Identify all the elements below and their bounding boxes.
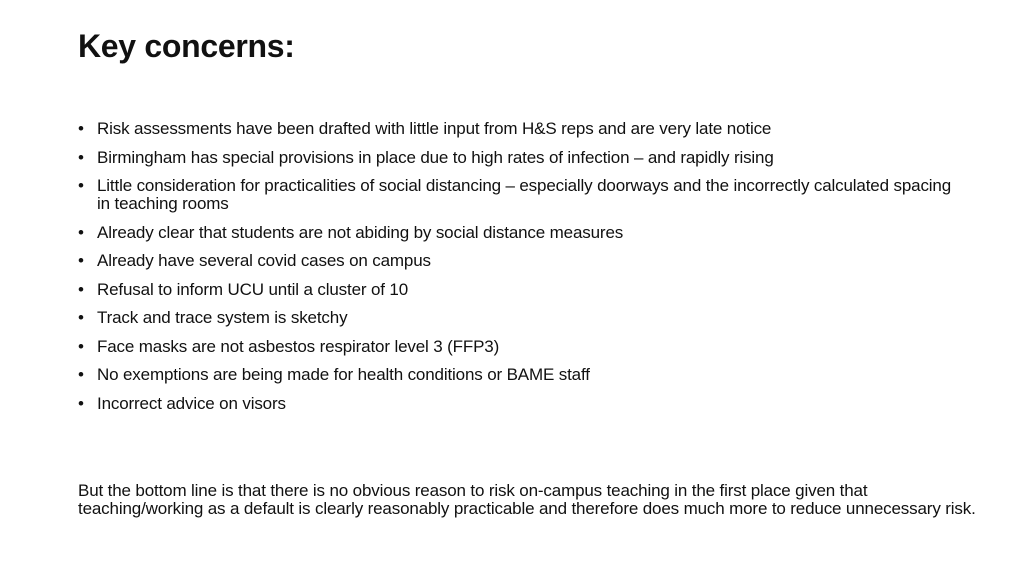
list-item [78,177,958,213]
list-item [78,252,958,270]
list-item [78,120,958,138]
list-item [78,149,958,167]
bullet-icon: • [78,176,84,195]
bullet-icon: • [78,336,84,356]
list-item [78,366,958,384]
bullet-icon: • [78,393,84,413]
list-item [78,281,958,299]
bullet-icon: • [78,119,84,138]
bullet-icon: • [78,365,84,384]
list-item-text: Birmingham has special provisions in place due to high rates of infection – and rapidly rising [97,147,774,167]
list-item-text: Track and trace system is sketchy [97,308,348,327]
list-item-text: Little consideration for practicalities of social distancing – especially doorways and the incorrectly calculated spacing in teaching rooms [97,176,952,213]
concerns-list [78,120,958,423]
bullet-icon: • [78,279,84,299]
list-item-text: Risk assessments have been drafted with little input from H&S reps and are very late notice [97,119,772,138]
conclusion-paragraph: But the bottom line is that there is no obvious reason to risk on-campus teaching in the first place given that teaching/working as a default is clearly reasonably practicable and therefore does much more to reduce unnecessary risk. [78,481,976,518]
slide-title: Key concerns: [78,28,295,64]
list-item-text: No exemptions are being made for health conditions or BAME staff [97,365,590,384]
list-item [78,309,958,327]
list-item [78,224,958,242]
list-item-text: Face masks are not asbestos respirator level 3 (FFP3) [97,336,500,356]
list-item-text: Refusal to inform UCU until a cluster of 10 [97,279,409,299]
list-item [78,395,958,413]
bullet-icon: • [78,147,84,167]
bullet-icon: • [78,251,84,270]
list-item [78,338,958,356]
list-item-text: Incorrect advice on visors [97,393,286,413]
list-item-text: Already clear that students are not abiding by social distance measures [97,222,624,242]
bullet-icon: • [78,222,84,242]
bullet-icon: • [78,308,84,327]
list-item-text: Already have several covid cases on campus [97,251,431,270]
